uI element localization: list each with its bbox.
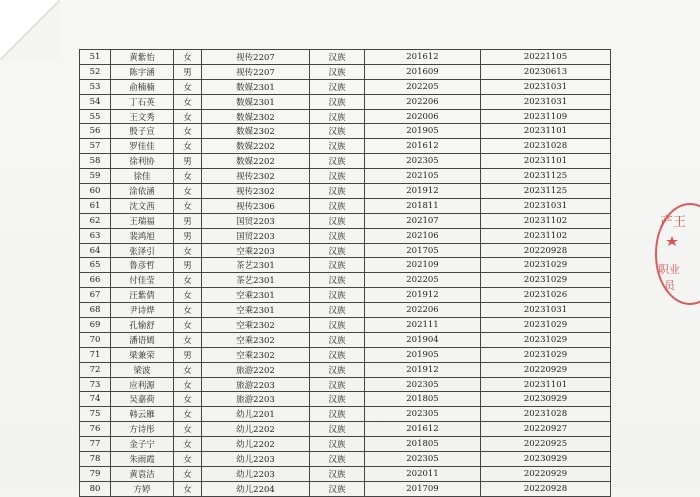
row-number-cell: 71 (80, 347, 111, 362)
end-date-cell: 20231028 (481, 139, 611, 154)
ethnicity-cell: 汉族 (310, 139, 365, 154)
end-date-cell: 20220928 (481, 243, 611, 258)
student-name-cell: 朱雨霞 (111, 452, 174, 467)
class-name-cell: 幼儿2203 (202, 466, 310, 481)
ethnicity-cell: 汉族 (310, 228, 365, 243)
student-name-cell: 王文秀 (111, 109, 174, 124)
class-name-cell: 空乘2203 (202, 243, 310, 258)
class-name-cell: 旅游2203 (202, 377, 310, 392)
end-date-cell: 20230929 (481, 392, 611, 407)
ethnicity-cell: 汉族 (310, 407, 365, 422)
gender-cell: 男 (174, 347, 202, 362)
ethnicity-cell: 汉族 (310, 288, 365, 303)
student-name-cell: 吴嘉荷 (111, 392, 174, 407)
start-date-cell: 202006 (365, 109, 481, 124)
end-date-cell: 20230613 (481, 64, 611, 79)
table-row (80, 243, 611, 258)
start-date-cell: 202206 (365, 94, 481, 109)
table-row (80, 184, 611, 199)
end-date-cell: 20230929 (481, 452, 611, 467)
student-name-cell: 尹诗烨 (111, 303, 174, 318)
gender-cell: 女 (174, 437, 202, 452)
ethnicity-cell: 汉族 (310, 437, 365, 452)
end-date-cell: 20220927 (481, 422, 611, 437)
start-date-cell: 202105 (365, 169, 481, 184)
class-name-cell: 视传2306 (202, 198, 310, 213)
table-row (80, 94, 611, 109)
class-name-cell: 旅游2202 (202, 362, 310, 377)
class-name-cell: 视传2302 (202, 169, 310, 184)
table-row (80, 273, 611, 288)
start-date-cell: 202305 (365, 407, 481, 422)
red-seal-stamp (652, 196, 700, 316)
student-name-cell: 殷子宣 (111, 124, 174, 139)
gender-cell: 女 (174, 452, 202, 467)
row-number-cell: 80 (80, 481, 111, 496)
table-row (80, 169, 611, 184)
svg-text:产王: 产王 (660, 215, 687, 230)
start-date-cell: 201905 (365, 347, 481, 362)
ethnicity-cell: 汉族 (310, 347, 365, 362)
class-name-cell: 数媒2301 (202, 79, 310, 94)
row-number-cell: 60 (80, 184, 111, 199)
table-row (80, 64, 611, 79)
ethnicity-cell: 汉族 (310, 273, 365, 288)
ethnicity-cell: 汉族 (310, 466, 365, 481)
start-date-cell: 201609 (365, 64, 481, 79)
start-date-cell: 202011 (365, 466, 481, 481)
student-name-cell: 徐佳 (111, 169, 174, 184)
row-number-cell: 63 (80, 228, 111, 243)
table-row (80, 109, 611, 124)
table-row (80, 407, 611, 422)
class-name-cell: 视传2302 (202, 184, 310, 199)
class-name-cell: 视传2207 (202, 64, 310, 79)
seal-text-1: 职业 (658, 263, 680, 276)
ethnicity-cell: 汉族 (310, 332, 365, 347)
start-date-cell: 202111 (365, 318, 481, 333)
student-name-cell: 涂依涵 (111, 184, 174, 199)
table-row (80, 303, 611, 318)
end-date-cell: 20231029 (481, 318, 611, 333)
ethnicity-cell: 汉族 (310, 79, 365, 94)
end-date-cell: 20231029 (481, 258, 611, 273)
class-name-cell: 幼儿2204 (202, 481, 310, 496)
class-name-cell: 空乘2301 (202, 303, 310, 318)
student-name-cell: 黄袁洁 (111, 466, 174, 481)
ethnicity-cell: 汉族 (310, 362, 365, 377)
ethnicity-cell: 汉族 (310, 169, 365, 184)
end-date-cell: 20231101 (481, 154, 611, 169)
gender-cell: 女 (174, 377, 202, 392)
table-row (80, 481, 611, 496)
row-number-cell: 69 (80, 318, 111, 333)
ethnicity-cell: 汉族 (310, 303, 365, 318)
gender-cell: 女 (174, 124, 202, 139)
table-row (80, 258, 611, 273)
end-date-cell: 20220929 (481, 362, 611, 377)
start-date-cell: 201904 (365, 332, 481, 347)
gender-cell: 男 (174, 213, 202, 228)
student-name-cell: 方诗彤 (111, 422, 174, 437)
class-name-cell: 空乘2301 (202, 288, 310, 303)
table-row (80, 392, 611, 407)
row-number-cell: 53 (80, 79, 111, 94)
table-row (80, 362, 611, 377)
table-row (80, 318, 611, 333)
class-name-cell: 幼儿2201 (202, 407, 310, 422)
class-name-cell: 数媒2302 (202, 124, 310, 139)
student-name-cell: 罗佳佳 (111, 139, 174, 154)
table-row (80, 139, 611, 154)
student-name-cell: 王瑞福 (111, 213, 174, 228)
end-date-cell: 20231102 (481, 228, 611, 243)
ethnicity-cell: 汉族 (310, 213, 365, 228)
ethnicity-cell: 汉族 (310, 154, 365, 169)
end-date-cell: 20231031 (481, 198, 611, 213)
start-date-cell: 201811 (365, 198, 481, 213)
row-number-cell: 54 (80, 94, 111, 109)
row-number-cell: 52 (80, 64, 111, 79)
class-name-cell: 空乘2302 (202, 318, 310, 333)
end-date-cell: 20231029 (481, 332, 611, 347)
table-row (80, 288, 611, 303)
ethnicity-cell: 汉族 (310, 243, 365, 258)
table-row (80, 154, 611, 169)
start-date-cell: 202305 (365, 377, 481, 392)
gender-cell: 女 (174, 50, 202, 65)
student-name-cell: 鲁彦哲 (111, 258, 174, 273)
end-date-cell: 20231029 (481, 347, 611, 362)
class-name-cell: 数媒2301 (202, 94, 310, 109)
ethnicity-cell: 汉族 (310, 422, 365, 437)
gender-cell: 女 (174, 94, 202, 109)
start-date-cell: 202205 (365, 79, 481, 94)
student-name-cell: 付佳莹 (111, 273, 174, 288)
end-date-cell: 20221105 (481, 50, 611, 65)
end-date-cell: 20231101 (481, 377, 611, 392)
gender-cell: 男 (174, 154, 202, 169)
class-name-cell: 数媒2202 (202, 154, 310, 169)
gender-cell: 女 (174, 109, 202, 124)
start-date-cell: 202305 (365, 452, 481, 467)
gender-cell: 女 (174, 198, 202, 213)
student-name-cell: 韩云雁 (111, 407, 174, 422)
ethnicity-cell: 汉族 (310, 184, 365, 199)
ethnicity-cell: 汉族 (310, 198, 365, 213)
student-name-cell: 梁兼荣 (111, 347, 174, 362)
end-date-cell: 20231125 (481, 184, 611, 199)
class-name-cell: 空乘2302 (202, 332, 310, 347)
student-name-cell: 孔愉舒 (111, 318, 174, 333)
start-date-cell: 201912 (365, 362, 481, 377)
table-row (80, 422, 611, 437)
gender-cell: 女 (174, 243, 202, 258)
ethnicity-cell: 汉族 (310, 258, 365, 273)
roster-body (80, 50, 611, 497)
start-date-cell: 201805 (365, 437, 481, 452)
row-number-cell: 75 (80, 407, 111, 422)
table-row (80, 332, 611, 347)
ethnicity-cell: 汉族 (310, 318, 365, 333)
start-date-cell: 202109 (365, 258, 481, 273)
row-number-cell: 61 (80, 198, 111, 213)
gender-cell: 男 (174, 64, 202, 79)
gender-cell: 女 (174, 288, 202, 303)
student-roster-table (79, 49, 611, 497)
class-name-cell: 旅游2203 (202, 392, 310, 407)
start-date-cell: 201912 (365, 184, 481, 199)
row-number-cell: 66 (80, 273, 111, 288)
row-number-cell: 67 (80, 288, 111, 303)
class-name-cell: 数媒2202 (202, 139, 310, 154)
row-number-cell: 74 (80, 392, 111, 407)
class-name-cell: 国贸2203 (202, 213, 310, 228)
end-date-cell: 20231026 (481, 288, 611, 303)
ethnicity-cell: 汉族 (310, 452, 365, 467)
end-date-cell: 20231102 (481, 213, 611, 228)
row-number-cell: 70 (80, 332, 111, 347)
gender-cell: 女 (174, 392, 202, 407)
row-number-cell: 56 (80, 124, 111, 139)
table-row (80, 213, 611, 228)
start-date-cell: 201612 (365, 422, 481, 437)
start-date-cell: 201612 (365, 139, 481, 154)
start-date-cell: 202206 (365, 303, 481, 318)
start-date-cell: 202205 (365, 273, 481, 288)
gender-cell: 女 (174, 169, 202, 184)
table-row (80, 452, 611, 467)
table-row (80, 79, 611, 94)
ethnicity-cell: 汉族 (310, 481, 365, 496)
row-number-cell: 76 (80, 422, 111, 437)
student-name-cell: 梁波 (111, 362, 174, 377)
row-number-cell: 79 (80, 466, 111, 481)
class-name-cell: 视传2207 (202, 50, 310, 65)
ethnicity-cell: 汉族 (310, 377, 365, 392)
class-name-cell: 茶艺2301 (202, 273, 310, 288)
ethnicity-cell: 汉族 (310, 392, 365, 407)
class-name-cell: 幼儿2203 (202, 452, 310, 467)
end-date-cell: 20220925 (481, 437, 611, 452)
row-number-cell: 51 (80, 50, 111, 65)
ethnicity-cell: 汉族 (310, 50, 365, 65)
student-name-cell: 陈宇涵 (111, 64, 174, 79)
table-row (80, 437, 611, 452)
end-date-cell: 20231031 (481, 94, 611, 109)
ethnicity-cell: 汉族 (310, 94, 365, 109)
folded-corner (0, 0, 60, 60)
gender-cell: 男 (174, 228, 202, 243)
student-name-cell: 俞楠楠 (111, 79, 174, 94)
row-number-cell: 77 (80, 437, 111, 452)
student-name-cell: 裴鸿旭 (111, 228, 174, 243)
table-row (80, 124, 611, 139)
row-number-cell: 59 (80, 169, 111, 184)
row-number-cell: 55 (80, 109, 111, 124)
student-name-cell: 徐利协 (111, 154, 174, 169)
start-date-cell: 202107 (365, 213, 481, 228)
row-number-cell: 72 (80, 362, 111, 377)
class-name-cell: 数媒2302 (202, 109, 310, 124)
end-date-cell: 20231029 (481, 273, 611, 288)
row-number-cell: 68 (80, 303, 111, 318)
table-row (80, 198, 611, 213)
table-row (80, 377, 611, 392)
gender-cell: 女 (174, 318, 202, 333)
table-row (80, 228, 611, 243)
gender-cell: 男 (174, 258, 202, 273)
row-number-cell: 65 (80, 258, 111, 273)
end-date-cell: 20231031 (481, 79, 611, 94)
gender-cell: 女 (174, 362, 202, 377)
class-name-cell: 幼儿2202 (202, 437, 310, 452)
student-name-cell: 应利源 (111, 377, 174, 392)
gender-cell: 女 (174, 79, 202, 94)
end-date-cell: 20220929 (481, 466, 611, 481)
student-name-cell: 黄紫怡 (111, 50, 174, 65)
start-date-cell: 201612 (365, 50, 481, 65)
ethnicity-cell: 汉族 (310, 109, 365, 124)
start-date-cell: 202106 (365, 228, 481, 243)
end-date-cell: 20231028 (481, 407, 611, 422)
gender-cell: 女 (174, 303, 202, 318)
row-number-cell: 73 (80, 377, 111, 392)
student-name-cell: 潘语嫣 (111, 332, 174, 347)
class-name-cell: 空乘2302 (202, 347, 310, 362)
class-name-cell: 茶艺2301 (202, 258, 310, 273)
row-number-cell: 58 (80, 154, 111, 169)
row-number-cell: 62 (80, 213, 111, 228)
row-number-cell: 57 (80, 139, 111, 154)
start-date-cell: 202305 (365, 154, 481, 169)
start-date-cell: 201805 (365, 392, 481, 407)
class-name-cell: 国贸2203 (202, 228, 310, 243)
table-row (80, 347, 611, 362)
gender-cell: 女 (174, 184, 202, 199)
gender-cell: 女 (174, 422, 202, 437)
student-name-cell: 方婷 (111, 481, 174, 496)
gender-cell: 女 (174, 407, 202, 422)
student-name-cell: 沈文茜 (111, 198, 174, 213)
table-row (80, 50, 611, 65)
gender-cell: 女 (174, 466, 202, 481)
gender-cell: 女 (174, 273, 202, 288)
class-name-cell: 幼儿2202 (202, 422, 310, 437)
end-date-cell: 20231125 (481, 169, 611, 184)
seal-text-2: 员 (664, 279, 675, 292)
row-number-cell: 64 (80, 243, 111, 258)
start-date-cell: 201905 (365, 124, 481, 139)
start-date-cell: 201912 (365, 288, 481, 303)
student-name-cell: 汪紫倩 (111, 288, 174, 303)
table-row (80, 466, 611, 481)
student-name-cell: 张泽引 (111, 243, 174, 258)
end-date-cell: 20231031 (481, 303, 611, 318)
end-date-cell: 20231101 (481, 124, 611, 139)
gender-cell: 女 (174, 332, 202, 347)
row-number-cell: 78 (80, 452, 111, 467)
end-date-cell: 20220928 (481, 481, 611, 496)
gender-cell: 女 (174, 481, 202, 496)
ethnicity-cell: 汉族 (310, 64, 365, 79)
student-name-cell: 金子宁 (111, 437, 174, 452)
student-name-cell: 丁石英 (111, 94, 174, 109)
gender-cell: 女 (174, 139, 202, 154)
ethnicity-cell: 汉族 (310, 124, 365, 139)
start-date-cell: 201705 (365, 243, 481, 258)
end-date-cell: 20231109 (481, 109, 611, 124)
start-date-cell: 201709 (365, 481, 481, 496)
